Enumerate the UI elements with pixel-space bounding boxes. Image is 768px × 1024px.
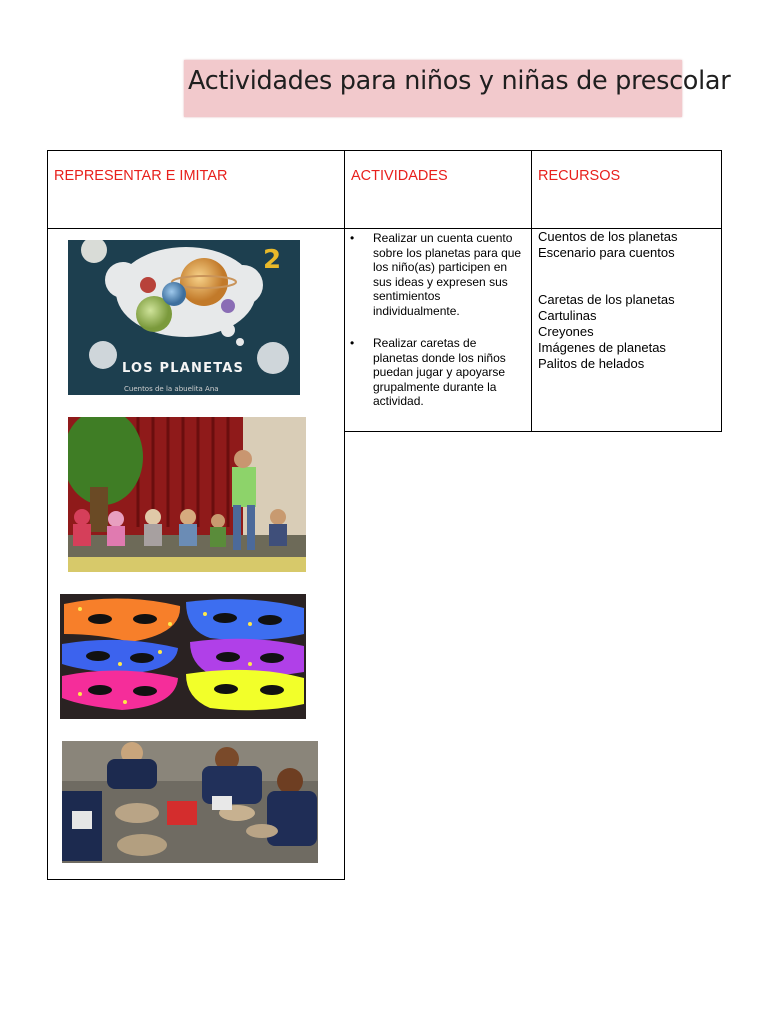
activity-text: Realizar caretas de planetas donde los niños puedan jugar y apoyarse grupalmente durante la actividad. — [373, 336, 506, 408]
resource-item: Escenario para cuentos — [538, 245, 675, 260]
header-cell-recursos — [531, 150, 722, 229]
bullet-icon: • — [350, 336, 355, 350]
header-representar: REPRESENTAR E IMITAR — [54, 168, 228, 184]
resource-item: Creyones — [538, 324, 594, 339]
activities-cell — [344, 228, 532, 432]
header-cell-representar — [47, 150, 345, 229]
activity-item — [350, 336, 530, 406]
header-recursos: RECURSOS — [538, 168, 621, 184]
resource-item: Palitos de helados — [538, 356, 645, 371]
resources-cell — [531, 228, 722, 432]
bullet-icon: • — [350, 231, 355, 245]
resource-item: Imágenes de planetas — [538, 340, 666, 355]
resource-item: Cuentos de los planetas — [538, 229, 678, 244]
title-banner — [184, 60, 731, 117]
resource-item: Cartulinas — [538, 308, 597, 323]
stage-photo — [68, 417, 306, 572]
book-title: LOS PLANETAS — [122, 361, 245, 376]
activity-item — [350, 231, 530, 318]
header-cell-actividades — [344, 150, 532, 229]
book-subtitle: Cuentos de la abuelita Ana — [124, 385, 219, 393]
book-cover-image — [68, 240, 300, 395]
resource-item: Caretas de los planetas — [538, 292, 675, 307]
craft-photo — [62, 741, 318, 863]
masks-photo — [60, 594, 306, 719]
header-actividades: ACTIVIDADES — [351, 168, 448, 184]
book-number: 2 — [263, 245, 282, 275]
activity-text: Realizar un cuenta cuento sobre los planetas para que los niño(as) participen en sus ideas y expresen sus sentimientos individualmente. — [373, 231, 522, 318]
page-title: Actividades para niños y niñas de prescolar — [188, 66, 731, 96]
